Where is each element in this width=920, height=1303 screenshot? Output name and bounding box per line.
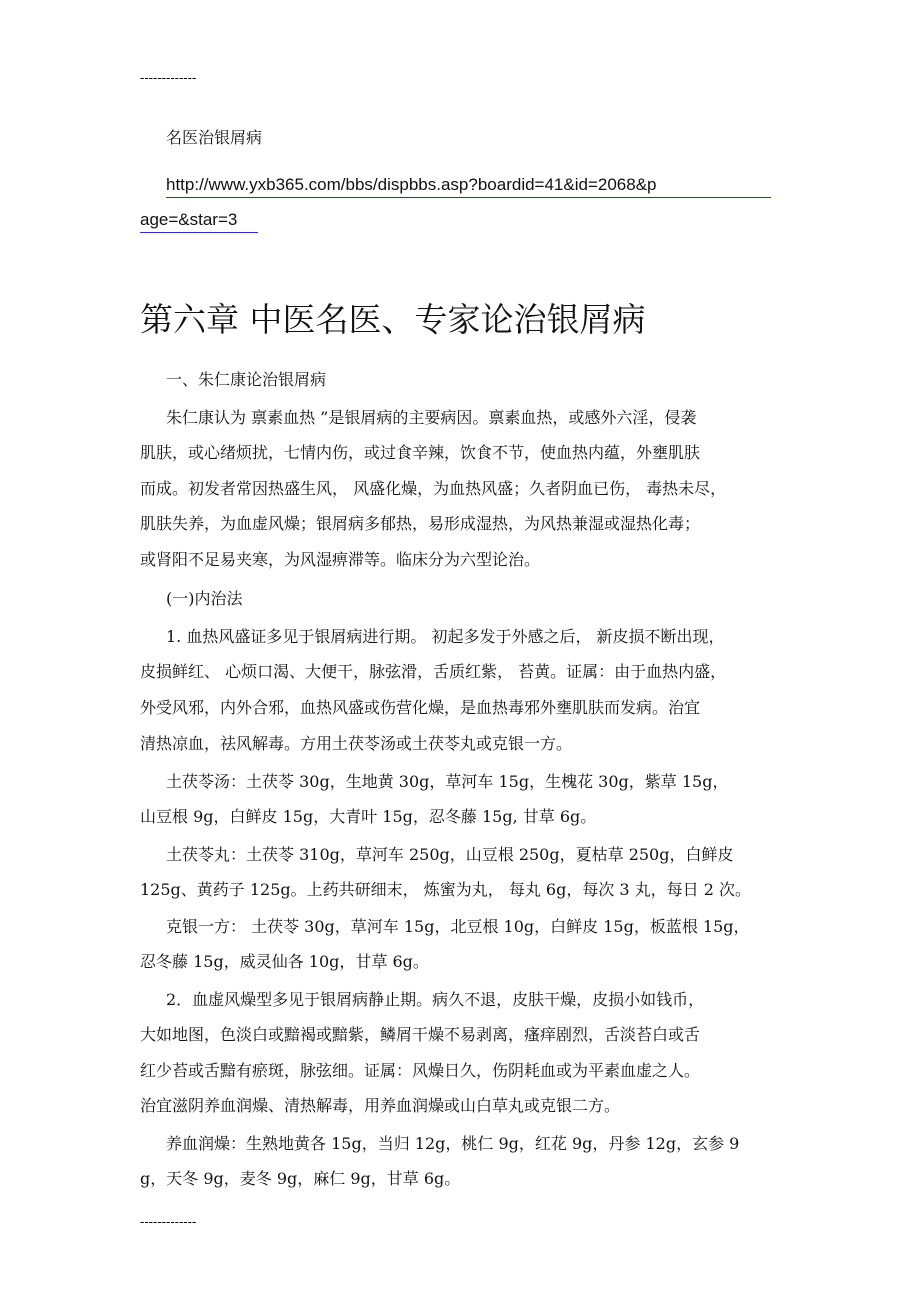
source-link-text-1[interactable]: http://www.yxb365.com/bbs/dispbbs.asp?boardid=41&id=2068&p	[166, 175, 657, 194]
item1-line: 1. 血热风盛证多见于银屑病进行期。 初起多发于外感之后， 新皮损不断出现，	[166, 627, 725, 646]
source-link-line1[interactable]	[166, 173, 771, 198]
formula-keyin-yifang: 忍冬藤 15g，威灵仙各 10g，甘草 6g。	[140, 952, 429, 971]
item1-line: 外受风邪，内外合邪，血热风盛或伤营化燥，是血热毒邪外壅肌肤而发病。治宜	[140, 698, 701, 717]
intro-line: 肌肤失养，为血虚风燥；银屑病多郁热，易形成湿热，为风热兼湿或湿热化毒；	[140, 514, 701, 533]
intro-line: 而成。初发者常因热盛生风， 风盛化燥，为血热风盛；久者阴血已伤， 毒热未尽，	[140, 479, 727, 498]
separator-top: -------------	[140, 70, 197, 85]
formula-tufuling-tang: 山豆根 9g，白鲜皮 15g，大青叶 15g，忍冬藤 15g, 甘草 6g。	[140, 807, 597, 826]
formula-yangxue-runzao: g，天冬 9g，麦冬 9g，麻仁 9g，甘草 6g。	[140, 1169, 461, 1188]
item2-line: 大如地图，色淡白或黯褐或黯紫，鳞屑干燥不易剥离，瘙痒剧烈，舌淡苔白或舌	[140, 1025, 701, 1044]
formula-yangxue-runzao: 养血润燥：生熟地黄各 15g，当归 12g，桃仁 9g，红花 9g，丹参 12g，玄参 9	[166, 1134, 740, 1153]
formula-keyin-yifang: 克银一方： 土茯苓 30g，草河车 15g，北豆根 10g，白鲜皮 15g，板蓝根 15g，	[166, 917, 750, 936]
item2-line: 治宜滋阴养血润燥、清热解毒，用养血润燥或山白草丸或克银二方。	[140, 1096, 621, 1115]
intro-line: 朱仁康认为 禀素血热 ”是银屑病的主要病因。禀素血热，或感外六淫，侵袭	[166, 408, 697, 427]
formula-tufuling-tang: 土茯苓汤：土茯苓 30g，生地黄 30g，草河车 15g，生槐花 30g，紫草 15g，	[166, 772, 729, 791]
item1-line: 清热凉血，祛风解毒。方用土茯苓汤或土茯苓丸或克银一方。	[140, 734, 573, 753]
separator-bottom: -------------	[140, 1214, 197, 1229]
intro-line: 肌肤，或心绪烦扰，七情内伤，或过食辛辣，饮食不节，使血热内蕴，外壅肌肤	[140, 443, 701, 462]
subsection-heading: (一)内治法	[166, 589, 243, 608]
item2-line: 2．血虚风燥型多见于银屑病静止期。病久不退，皮肤干燥，皮损小如钱币，	[166, 990, 705, 1009]
item1-line: 皮损鲜红、 心烦口渴、大便干，脉弦滑，舌质红紫， 苔黄。证属：由于血热内盛，	[140, 662, 727, 681]
intro-line: 或肾阳不足易夹寒，为风湿痹滞等。临床分为六型论治。	[140, 550, 541, 569]
formula-tufuling-wan: 土茯苓丸：土茯苓 310g，草河车 250g，山豆根 250g，夏枯草 250g，白鲜皮	[166, 845, 734, 864]
formula-tufuling-wan: 125g、黄药子 125g。上药共研细末， 炼蜜为丸， 每丸 6g，每次 3 丸，每日 2 次。	[140, 880, 752, 899]
item2-line: 红少苔或舌黯有瘀斑，脉弦细。证属：风燥日久，伤阴耗血或为平素血虚之人。	[140, 1061, 701, 1080]
source-link-text-2[interactable]: age=&star=3	[140, 210, 238, 229]
source-link-line2[interactable]	[140, 208, 258, 233]
chapter-title: 第六章 中医名医、专家论治银屑病	[140, 300, 646, 339]
section-heading: 一、朱仁康论治银屑病	[166, 370, 327, 389]
source-title: 名医治银屑病	[166, 128, 263, 147]
